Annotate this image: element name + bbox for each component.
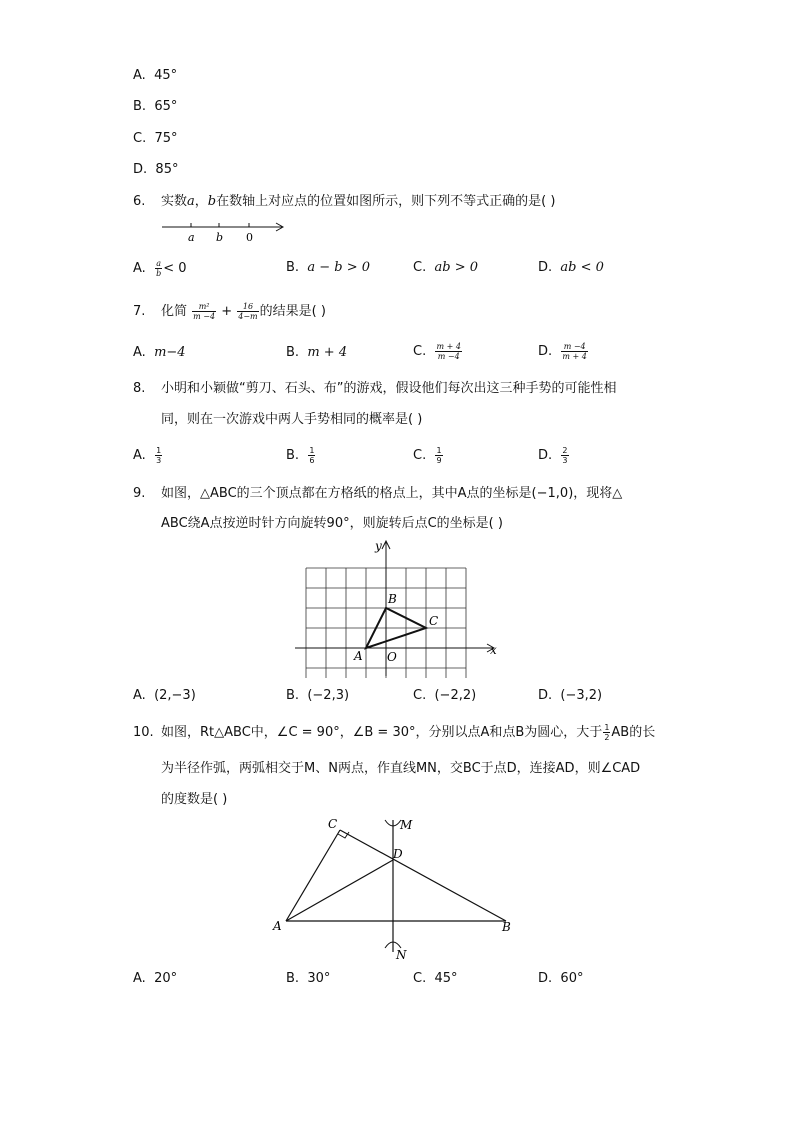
q6-option-c: C. ab > 0 — [413, 260, 478, 275]
q5-option-b: B. 65° — [133, 99, 178, 114]
label-C: C — [429, 614, 439, 628]
q5-option-d: D. 85° — [133, 162, 179, 177]
axis-label-a: a — [188, 231, 195, 244]
q8-option-d: D. $\frac{2}{3}$ — [538, 446, 568, 465]
q7-option-b: B. m + 4 — [286, 345, 348, 360]
q6-option-a: A. $\frac{a}{b}$ < 0 — [133, 259, 187, 278]
label-D: D — [393, 847, 403, 861]
q5-option-c: C. 75° — [133, 131, 178, 146]
label-N: N — [396, 948, 407, 962]
label-y: y — [375, 539, 382, 553]
q10-option-d: D. 60° — [538, 971, 584, 986]
q8-stem-line2: 同，则在一次游戏中两人手势相同的概率是( ) — [161, 412, 423, 427]
q10-stem-line3: 的度数是( ) — [161, 792, 228, 807]
q10-option-a: A. 20° — [133, 971, 178, 986]
label-M: M — [400, 818, 413, 832]
q10-triangle-figure — [270, 812, 520, 964]
label-x: x — [490, 643, 497, 657]
axis-label-b: b — [216, 231, 224, 244]
q6-stem: 6. 实数a，b在数轴上对应点的位置如图所示，则下列不等式正确的是( ) — [133, 194, 556, 209]
label-C: C — [328, 817, 338, 831]
q8-option-c: C. $\frac{1}{9}$ — [413, 446, 442, 465]
label-A: A — [273, 919, 282, 933]
q8-option-a: A. $\frac{1}{3}$ — [133, 446, 162, 465]
q10-option-c: C. 45° — [413, 971, 458, 986]
q7-option-d: D. $\frac{m -4}{m + 4}$ — [538, 342, 587, 361]
q7-option-a: A. m−4 — [133, 345, 186, 360]
q10-stem-line1: 10. 如图，Rt△ABC中，∠C = 90°，∠B = 30°，分别以点A和点B为圆心，大于 $\frac{1}{2}$ AB的长 — [133, 723, 656, 742]
q9-stem-line2: ABC绕A点按逆时针方向旋转90°，则旋转后点C的坐标是( ) — [161, 516, 503, 531]
label-A: A — [354, 649, 363, 663]
q9-grid-figure — [290, 536, 505, 678]
q9-option-a: A. (2,−3) — [133, 688, 196, 703]
q6-number-line — [160, 218, 290, 244]
q8-option-b: B. $\frac{1}{6}$ — [286, 446, 315, 465]
q10-option-b: B. 30° — [286, 971, 331, 986]
q6-option-b: B. a − b > 0 — [286, 260, 370, 275]
q6-option-d: D. ab < 0 — [538, 260, 604, 275]
q9-option-b: B. (−2,3) — [286, 688, 350, 703]
q9-option-c: C. (−2,2) — [413, 688, 477, 703]
q5-option-a: A. 45° — [133, 68, 178, 83]
q9-stem-line1: 9. 如图，△ABC的三个顶点都在方格纸的格点上，其中A点的坐标是(−1,0)，现将△ — [133, 486, 623, 501]
q10-stem-line2: 为半径作弧，两弧相交于M、N两点，作直线MN，交BC于点D，连接AD，则∠CAD — [161, 761, 641, 776]
label-B: B — [502, 920, 511, 934]
q9-option-d: D. (−3,2) — [538, 688, 603, 703]
q7-option-c: C. $\frac{m + 4}{m -4}$ — [413, 342, 461, 361]
label-O: O — [387, 650, 397, 664]
axis-label-0: 0 — [246, 231, 253, 244]
q8-stem-line1: 8. 小明和小颖做“剪刀、石头、布”的游戏，假设他们每次出这三种手势的可能性相 — [133, 381, 617, 396]
label-B: B — [388, 592, 397, 606]
q7-stem: 7. 化简 $\frac{\text{m²}}{m -4}$ + $\frac{16}{4-m}$ 的结果是( ) — [133, 302, 326, 321]
